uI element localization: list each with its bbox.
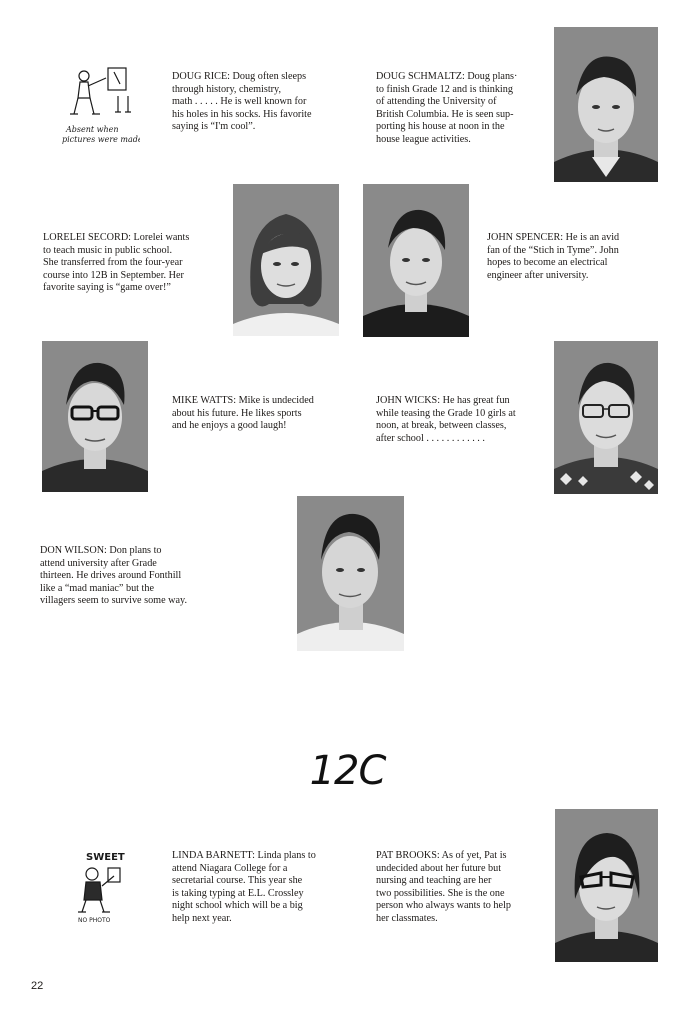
absent-cartoon-drawing	[60, 62, 140, 148]
no-photo-text: NO PHOTO	[78, 917, 111, 924]
no-photo-cartoon	[72, 846, 134, 926]
no-photo-cartoon-drawing	[72, 846, 134, 926]
portrait-pat-brooks	[555, 809, 658, 962]
bio-john-wicks: JOHN WICKS: He has great fun while teasing the Grade 10 girls at noon, at break, between classes, after school . . . . . . . . . . . .	[376, 395, 516, 444]
portrait-john-spencer	[363, 184, 469, 337]
absent-caption-line1: Absent when	[66, 125, 119, 134]
bio-don-wilson: DON WILSON: Don plans to attend university after Grade thirteen. He drives around Fonthill like a “mad maniac” but the villagers seem to survive some way.	[40, 545, 188, 607]
bio-doug-rice: DOUG RICE: Doug often sleeps through history, chemistry, math . . . . . He is well known for his holes in his socks. His favorite saying is “I'm cool”.	[172, 71, 312, 133]
absent-cartoon	[60, 62, 140, 148]
page-number: 22	[31, 980, 44, 992]
sweet-text: SWEET	[86, 852, 125, 863]
bio-lorelei-secord: LORELEI SECORD: Lorelei wants to teach music in public school. She transferred from the four-year course into 12B in September. Her favorite saying is “game over!”	[43, 232, 190, 294]
portrait-lorelei-secord	[233, 184, 339, 336]
portrait-doug-schmaltz	[554, 27, 658, 182]
bio-pat-brooks: PAT BROOKS: As of yet, Pat is undecided about her future but nursing and teaching are her two possibilities. She is the one person who always wants to help her classmates.	[376, 850, 511, 924]
bio-john-spencer: JOHN SPENCER: He is an avid fan of the “Stich in Tyme”. John hopes to become an electrical engineer after university.	[487, 232, 620, 281]
bio-doug-schmaltz: DOUG SCHMALTZ: Doug plans· to finish Grade 12 and is thinking of attending the University of British Columbia. He is seen sup- porting his house at noon in the house league activities.	[376, 71, 518, 145]
bio-linda-barnett: LINDA BARNETT: Linda plans to attend Niagara College for a secretarial course. This year she is taking typing at E.L. Crossley night school which will be a big help next year.	[172, 850, 316, 924]
portrait-john-wicks	[554, 341, 658, 494]
bio-mike-watts: MIKE WATTS: Mike is undecided about his future. He likes sports and he enjoys a good laugh!	[172, 395, 314, 432]
portrait-don-wilson	[297, 496, 404, 651]
section-title: 12C	[309, 748, 386, 794]
absent-caption-line2: pictures were made	[62, 135, 140, 144]
portrait-mike-watts	[42, 341, 148, 492]
